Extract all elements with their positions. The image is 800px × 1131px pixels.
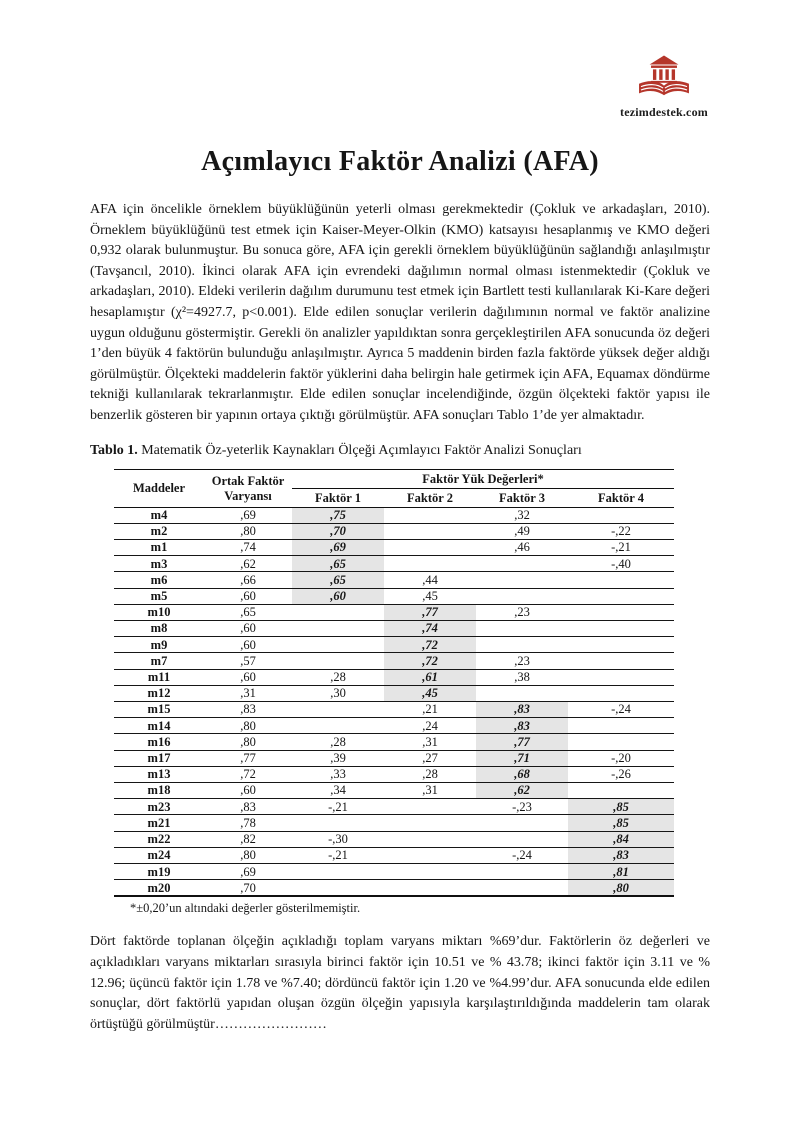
value-cell: ,60: [292, 588, 384, 604]
header-varyans: Ortak Faktör Varyansı: [204, 469, 292, 507]
value-cell: [568, 669, 674, 685]
value-cell: ,69: [204, 507, 292, 523]
value-cell: ,49: [476, 523, 568, 539]
value-cell: ,80: [204, 734, 292, 750]
table-row: [114, 685, 674, 701]
value-cell: [476, 556, 568, 572]
header-faktor-3: Faktör 3: [476, 488, 568, 507]
table-row: [114, 864, 674, 880]
value-cell: ,24: [384, 718, 476, 734]
value-cell: ,60: [204, 620, 292, 636]
value-cell: -,23: [476, 799, 568, 815]
value-cell: ,60: [204, 669, 292, 685]
madde-cell: m10: [114, 604, 204, 620]
madde-cell: m16: [114, 734, 204, 750]
value-cell: [476, 637, 568, 653]
value-cell: ,60: [204, 782, 292, 798]
table-row: [114, 799, 674, 815]
madde-cell: m6: [114, 572, 204, 588]
value-cell: [384, 847, 476, 863]
value-cell: ,72: [384, 653, 476, 669]
value-cell: ,85: [568, 815, 674, 831]
table-header: [114, 469, 674, 507]
value-cell: ,57: [204, 653, 292, 669]
table-row: [114, 718, 674, 734]
madde-cell: m3: [114, 556, 204, 572]
value-cell: ,62: [204, 556, 292, 572]
value-cell: [292, 653, 384, 669]
value-cell: ,69: [292, 539, 384, 555]
value-cell: ,68: [476, 766, 568, 782]
table-row: [114, 637, 674, 653]
madde-cell: m23: [114, 799, 204, 815]
value-cell: ,28: [292, 734, 384, 750]
value-cell: [568, 782, 674, 798]
value-cell: [292, 620, 384, 636]
table-row: [114, 750, 674, 766]
table-row: [114, 669, 674, 685]
value-cell: [568, 572, 674, 588]
value-cell: ,80: [568, 880, 674, 897]
table-row: [114, 766, 674, 782]
value-cell: [568, 588, 674, 604]
value-cell: [384, 523, 476, 539]
header-faktor-2: Faktör 2: [384, 488, 476, 507]
value-cell: ,32: [476, 507, 568, 523]
value-cell: ,66: [204, 572, 292, 588]
value-cell: ,71: [476, 750, 568, 766]
value-cell: ,33: [292, 766, 384, 782]
value-cell: [568, 507, 674, 523]
table-row: [114, 653, 674, 669]
value-cell: ,75: [292, 507, 384, 523]
value-cell: ,23: [476, 653, 568, 669]
value-cell: ,45: [384, 685, 476, 701]
intro-paragraph: AFA için öncelikle örneklem büyüklüğünün yeterli olması gerekmektedir (Çokluk ve arkadaşları, 2010). Örneklem büyüklüğünü test etmek için Kaiser-Meyer-Olkin (KMO) katsayısı hesaplanmış ve KMO değeri 0,932 olarak bulunmuştur. Bu sonuca göre, AFA için gerekli örneklem büyüklüğünün sağlandığı anlaşılmıştır (Tavşancıl, 2010). İkinci olarak AFA için evrendeki dağılımın normal olması istenmektedir (Çokluk ve arkadaşları, 2010). Eldeki verilerin dağılım durumunu test etmek için Bartlett testi kullanılarak Ki-Kare değeri hesaplamıştır (χ²=4927.7, p<0.001). Elde edilen sonuçlar verilerin dağılımının normal ve faktör analizine uygun olduğunu göstermiştir. Gerekli ön analizler yapıldıktan sonra gerçekleştirilen AFA sonucunda öz değeri 1’den büyük 4 faktörün bulunduğu anlaşılmıştır. Ayrıca 5 maddenin birden fazla faktörde yüksek değer aldığı görülmüştür. Ölçekteki maddelerin faktör yüklerini daha belirgin hale getirmek için AFA, Equamax döndürme tekniği kullanılarak tekrarlanmıştır. Elde edilen sonuçlar incelendiğinde, özgün ölçekteki faktör yapısı ile benzerlik gösteren bir yapının ortaya çıktığı görülmüştür. AFA sonuçları Tablo 1’de yer almaktadır.: [90, 202, 710, 423]
table-row: [114, 782, 674, 798]
table-row: [114, 523, 674, 539]
logo-text: tezimdestek.com: [620, 105, 708, 119]
value-cell: ,65: [292, 572, 384, 588]
value-cell: ,28: [384, 766, 476, 782]
table-caption: [90, 441, 710, 460]
value-cell: ,83: [204, 701, 292, 717]
value-cell: ,21: [384, 701, 476, 717]
table-row: [114, 880, 674, 897]
temple-book-logo-icon: [616, 54, 712, 102]
value-cell: ,70: [292, 523, 384, 539]
value-cell: -,40: [568, 556, 674, 572]
madde-cell: m8: [114, 620, 204, 636]
value-cell: ,70: [204, 880, 292, 897]
value-cell: ,23: [476, 604, 568, 620]
value-cell: [384, 799, 476, 815]
value-cell: ,38: [476, 669, 568, 685]
value-cell: ,77: [476, 734, 568, 750]
madde-cell: m20: [114, 880, 204, 897]
table-caption-text: Matematik Öz-yeterlik Kaynakları Ölçeği Açımlayıcı Faktör Analizi Sonuçları: [137, 442, 582, 458]
madde-cell: m13: [114, 766, 204, 782]
table-row: [114, 507, 674, 523]
value-cell: [292, 637, 384, 653]
value-cell: ,74: [204, 539, 292, 555]
value-cell: [568, 620, 674, 636]
madde-cell: m4: [114, 507, 204, 523]
value-cell: ,74: [384, 620, 476, 636]
value-cell: [476, 880, 568, 897]
value-cell: [568, 685, 674, 701]
header-faktor-yuk-degerleri: Faktör Yük Değerleri*: [292, 469, 674, 488]
table-row: [114, 556, 674, 572]
value-cell: -,20: [568, 750, 674, 766]
table-row: [114, 847, 674, 863]
header-faktor-4: Faktör 4: [568, 488, 674, 507]
value-cell: ,30: [292, 685, 384, 701]
value-cell: [384, 831, 476, 847]
madde-cell: m7: [114, 653, 204, 669]
value-cell: ,78: [204, 815, 292, 831]
value-cell: ,39: [292, 750, 384, 766]
value-cell: -,21: [292, 799, 384, 815]
table-row: [114, 620, 674, 636]
value-cell: [384, 539, 476, 555]
table-row: [114, 831, 674, 847]
value-cell: ,83: [568, 847, 674, 863]
madde-cell: m24: [114, 847, 204, 863]
value-cell: [292, 604, 384, 620]
value-cell: [568, 718, 674, 734]
value-cell: [476, 620, 568, 636]
results-paragraph: Dört faktörde toplanan ölçeğin açıkladığı toplam varyans miktarı %69’dur. Faktörlerin öz değerleri ve açıkladıkları varyans miktarları sırasıyla birinci faktör için 10.51 ve % 43.78; ikinci faktör için 3.11 ve % 12.96; üçüncü faktör için 1.78 ve %7.40; dördüncü faktör için 1.20 ve %4.99’dur. AFA sonucunda elde edilen sonuçlar, dört faktörlü yapıdan oluşan özgün ölçeğin yapısıyla karşılaştırıldığında maddelerin tam olarak örtüştüğü görülmüştür……………………: [90, 934, 710, 1032]
value-cell: [292, 864, 384, 880]
value-cell: ,65: [292, 556, 384, 572]
value-cell: -,24: [476, 847, 568, 863]
value-cell: [476, 831, 568, 847]
value-cell: ,84: [568, 831, 674, 847]
madde-cell: m2: [114, 523, 204, 539]
value-cell: [568, 653, 674, 669]
madde-cell: m14: [114, 718, 204, 734]
value-cell: -,26: [568, 766, 674, 782]
value-cell: [292, 718, 384, 734]
madde-cell: m15: [114, 701, 204, 717]
madde-cell: m17: [114, 750, 204, 766]
value-cell: [568, 637, 674, 653]
value-cell: ,81: [568, 864, 674, 880]
value-cell: ,77: [204, 750, 292, 766]
value-cell: ,31: [204, 685, 292, 701]
value-cell: [384, 880, 476, 897]
value-cell: -,21: [568, 539, 674, 555]
value-cell: [476, 588, 568, 604]
madde-cell: m22: [114, 831, 204, 847]
value-cell: ,34: [292, 782, 384, 798]
value-cell: ,83: [476, 701, 568, 717]
value-cell: ,44: [384, 572, 476, 588]
value-cell: [292, 815, 384, 831]
madde-cell: m5: [114, 588, 204, 604]
madde-cell: m19: [114, 864, 204, 880]
value-cell: ,80: [204, 523, 292, 539]
madde-cell: m9: [114, 637, 204, 653]
value-cell: -,24: [568, 701, 674, 717]
value-cell: ,83: [476, 718, 568, 734]
page-title: Açımlayıcı Faktör Analizi (AFA): [201, 146, 599, 177]
value-cell: ,77: [384, 604, 476, 620]
table-row: [114, 572, 674, 588]
value-cell: ,31: [384, 782, 476, 798]
table-row: [114, 701, 674, 717]
value-cell: ,65: [204, 604, 292, 620]
madde-cell: m21: [114, 815, 204, 831]
table-body: [114, 507, 674, 896]
table-row: [114, 604, 674, 620]
value-cell: ,61: [384, 669, 476, 685]
afa-results-table: [114, 469, 674, 898]
value-cell: ,28: [292, 669, 384, 685]
value-cell: [568, 734, 674, 750]
value-cell: ,83: [204, 799, 292, 815]
madde-cell: m12: [114, 685, 204, 701]
value-cell: -,22: [568, 523, 674, 539]
header-maddeler: Maddeler: [114, 469, 204, 507]
table-row: [114, 815, 674, 831]
value-cell: [476, 572, 568, 588]
value-cell: [568, 604, 674, 620]
value-cell: ,46: [476, 539, 568, 555]
value-cell: ,45: [384, 588, 476, 604]
logo: [616, 54, 712, 120]
table-footnote: *±0,20’un altındaki değerler gösterilmemiştir.: [130, 901, 361, 916]
value-cell: ,27: [384, 750, 476, 766]
value-cell: ,80: [204, 718, 292, 734]
value-cell: [476, 685, 568, 701]
header-faktor-1: Faktör 1: [292, 488, 384, 507]
value-cell: [476, 815, 568, 831]
value-cell: -,30: [292, 831, 384, 847]
value-cell: ,60: [204, 588, 292, 604]
table-caption-label: Tablo 1.: [90, 442, 138, 458]
value-cell: ,82: [204, 831, 292, 847]
value-cell: ,72: [384, 637, 476, 653]
value-cell: -,21: [292, 847, 384, 863]
value-cell: ,60: [204, 637, 292, 653]
value-cell: ,85: [568, 799, 674, 815]
madde-cell: m1: [114, 539, 204, 555]
madde-cell: m11: [114, 669, 204, 685]
value-cell: ,72: [204, 766, 292, 782]
value-cell: [384, 556, 476, 572]
value-cell: [476, 864, 568, 880]
table-row: [114, 588, 674, 604]
value-cell: [292, 701, 384, 717]
value-cell: ,31: [384, 734, 476, 750]
value-cell: ,80: [204, 847, 292, 863]
value-cell: ,69: [204, 864, 292, 880]
value-cell: [384, 507, 476, 523]
value-cell: [384, 864, 476, 880]
value-cell: [292, 880, 384, 897]
madde-cell: m18: [114, 782, 204, 798]
value-cell: [384, 815, 476, 831]
table-row: [114, 539, 674, 555]
value-cell: ,62: [476, 782, 568, 798]
table-row: [114, 734, 674, 750]
